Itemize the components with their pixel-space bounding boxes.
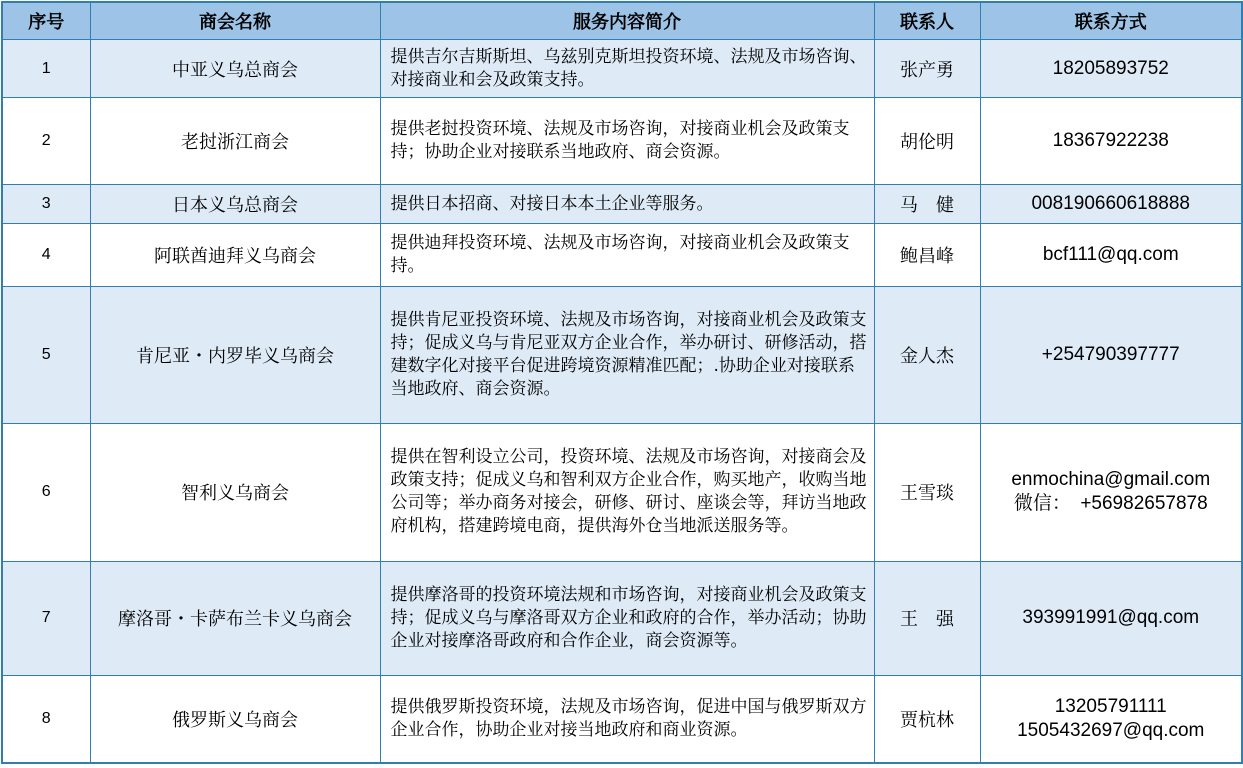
contact-info [980,185,1242,224]
contact-line: 微信： +56982657878 [1013,493,1208,515]
contact-info [980,561,1242,675]
serial-number: 4 [2,224,90,286]
header-contact-person: 联系人 [874,2,980,40]
chamber-name: 中亚义乌总商会 [90,40,380,98]
serial-number: 1 [2,40,90,98]
contact-info [980,675,1242,763]
chamber-name: 俄罗斯义乌商会 [90,675,380,763]
contact-line: 13205791111 [1054,695,1167,717]
contact-info [980,224,1242,286]
serial-number: 8 [2,675,90,763]
service-description: 提供老挝投资环境、法规及市场咨询，对接商业机会及政策支持；协助企业对接联系当地政府、商会资源。 [380,98,874,185]
contact-line: 008190660618888 [1031,193,1190,215]
serial-number: 3 [2,185,90,224]
service-description: 提供日本招商、对接日本本土企业等服务。 [380,185,874,224]
serial-number: 7 [2,561,90,675]
header-contact-info: 联系方式 [980,2,1242,40]
chamber-of-commerce-table [1,1,1243,764]
chamber-name: 智利义乌商会 [90,423,380,561]
contact-line: 18205893752 [1052,57,1169,79]
table-header-row [2,2,1242,40]
contact-line: bcf111@qq.com [1042,244,1179,266]
service-description: 提供肯尼亚投资环境、法规及市场咨询，对接商业机会及政策支持；促成义乌与肯尼亚双方企业合作，举办研讨、研修活动，搭建数字化对接平台促进跨境资源精准匹配；.协助企业对接联系当地政府、商会资源。 [380,286,874,423]
serial-number: 6 [2,423,90,561]
chamber-name: 阿联酋迪拜义乌商会 [90,224,380,286]
table-row [2,423,1242,561]
table-row [2,98,1242,185]
contact-person: 张产勇 [874,40,980,98]
service-description: 提供吉尔吉斯斯坦、乌兹别克斯坦投资环境、法规及市场咨询、对接商业和会及政策支持。 [380,40,874,98]
contact-line: 393991991@qq.com [1022,607,1200,629]
contact-person: 胡伦明 [874,98,980,185]
service-description: 提供摩洛哥的投资环境法规和市场咨询，对接商业机会及政策支持；促成义乌与摩洛哥双方企业和政府的合作，举办活动；协助企业对接摩洛哥政府和合作企业，商会资源等。 [380,561,874,675]
header-service-description: 服务内容简介 [380,2,874,40]
table-row [2,561,1242,675]
contact-line: 1505432697@qq.com [1017,719,1205,741]
contact-info [980,98,1242,185]
table-row [2,185,1242,224]
chamber-name: 老挝浙江商会 [90,98,380,185]
table-row [2,675,1242,763]
chamber-name: 肯尼亚・内罗毕义乌商会 [90,286,380,423]
chamber-name: 日本义乌总商会 [90,185,380,224]
contact-info [980,40,1242,98]
contact-line: enmochina@gmail.com [1011,469,1211,491]
contact-person: 贾杭林 [874,675,980,763]
header-chamber-name: 商会名称 [90,2,380,40]
service-description: 提供迪拜投资环境、法规及市场咨询，对接商业机会及政策支持。 [380,224,874,286]
chamber-table-container [1,1,1241,764]
contact-person: 马 健 [874,185,980,224]
contact-person: 王 强 [874,561,980,675]
contact-info [980,423,1242,561]
contact-line: 18367922238 [1052,130,1169,152]
serial-number: 5 [2,286,90,423]
contact-line: +254790397777 [1041,343,1180,365]
service-description: 提供在智利设立公司，投资环境、法规及市场咨询，对接商会及政策支持；促成义乌和智利双方企业合作，购买地产，收购当地公司等；举办商务对接会，研修、研讨、座谈会等，拜访当地政府机构，搭建跨境电商，提供海外仓当地派送服务等。 [380,423,874,561]
contact-person: 鲍昌峰 [874,224,980,286]
serial-number: 2 [2,98,90,185]
table-row [2,40,1242,98]
table-row [2,286,1242,423]
chamber-name: 摩洛哥・卡萨布兰卡义乌商会 [90,561,380,675]
table-row [2,224,1242,286]
service-description: 提供俄罗斯投资环境，法规及市场咨询，促进中国与俄罗斯双方企业合作，协助企业对接当地政府和商业资源。 [380,675,874,763]
contact-info [980,286,1242,423]
contact-person: 王雪琰 [874,423,980,561]
contact-person: 金人杰 [874,286,980,423]
header-serial-number: 序号 [2,2,90,40]
